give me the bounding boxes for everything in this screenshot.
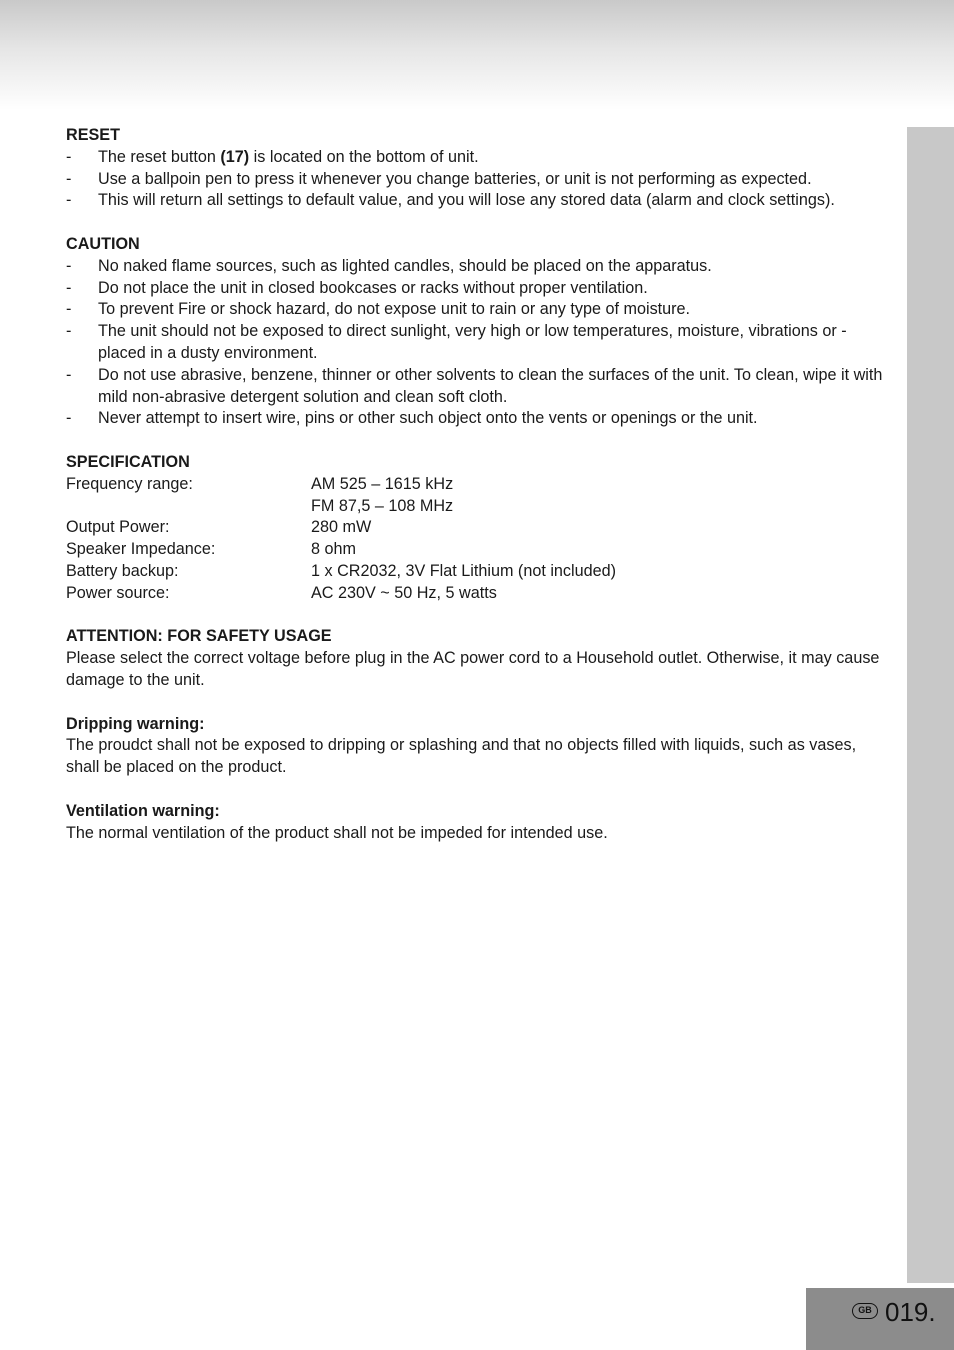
spec-label: Output Power: <box>66 518 170 537</box>
caution-title: CAUTION <box>66 234 140 253</box>
list-item: - No naked flame sources, such as lighted candles, should be placed on the apparatus. <box>66 256 712 275</box>
spec-row <box>66 474 886 496</box>
list-item: - Use a ballpoin pen to press it whenever you change batteries, or unit is not performing as expected. <box>66 169 812 188</box>
ventilation-title: Ventilation warning: <box>66 801 220 820</box>
spec-value: 8 ohm <box>311 540 356 559</box>
reset-title: RESET <box>66 126 120 144</box>
spec-value: AM 525 – 1615 kHz <box>311 474 454 493</box>
spec-value: 280 mW <box>311 518 372 537</box>
document-body <box>66 125 886 866</box>
dripping-title: Dripping warning: <box>66 714 205 733</box>
spec-label: Power source: <box>66 583 170 602</box>
caution-section <box>66 234 886 430</box>
list-item: - This will return all settings to default value, and you will lose any stored data (alarm and clock settings). <box>66 191 835 210</box>
ventilation-section <box>66 801 886 845</box>
attention-title: ATTENTION: FOR SAFETY USAGE <box>66 627 332 646</box>
spec-value: FM 87,5 – 108 MHz <box>311 496 454 515</box>
specification-section <box>66 452 886 605</box>
attention-section <box>66 626 886 691</box>
caution-list <box>66 256 886 430</box>
language-badge: GB <box>852 1303 878 1319</box>
spec-value: AC 230V ~ 50 Hz, 5 watts <box>311 583 497 602</box>
reference-number: (17) <box>220 147 250 166</box>
list-item: - The reset button (17) is located on the bottom of unit. <box>66 147 479 166</box>
spec-row <box>66 583 886 605</box>
attention-text: Please select the correct voltage before plug in the AC power cord to a Household outlet. Otherwise, it may cause damage to the unit. <box>66 649 880 689</box>
list-item: - Do not use abrasive, benzene, thinner or other solvents to clean the surfaces of the unit. To clean, wipe it with mild non-abrasive detergent solution and clean soft cloth. <box>66 365 883 406</box>
spec-row <box>66 561 886 583</box>
dripping-text: The proudct shall not be exposed to dripping or splashing and that no objects filled with liquids, such as vases, shall be placed on the product. <box>66 736 857 777</box>
side-bar <box>907 127 954 1283</box>
page-number: 019. <box>885 1297 936 1327</box>
spec-label: Speaker Impedance: <box>66 540 216 559</box>
dripping-section <box>66 714 886 779</box>
list-item: - The unit should not be exposed to direct sunlight, very high or low temperatures, moisture, vibrations or - placed in a dusty environment. <box>66 322 847 362</box>
list-item: - Do not place the unit in closed bookcases or racks without proper ventilation. <box>66 278 648 297</box>
spec-row <box>66 496 886 518</box>
spec-row <box>66 517 886 539</box>
reset-section <box>66 125 886 212</box>
ventilation-text: The normal ventilation of the product shall not be impeded for intended use. <box>66 823 608 842</box>
spec-label <box>66 496 311 518</box>
spec-label: Battery backup: <box>66 561 179 580</box>
spec-label: Frequency range: <box>66 474 193 493</box>
spec-value: 1 x CR2032, 3V Flat Lithium (not included) <box>311 561 617 580</box>
list-item: - Never attempt to insert wire, pins or other such object onto the vents or openings or the unit. <box>66 409 758 428</box>
list-item: - To prevent Fire or shock hazard, do not expose unit to rain or any type of moisture. <box>66 300 691 319</box>
header-gradient <box>0 0 954 110</box>
specification-title: SPECIFICATION <box>66 452 190 471</box>
spec-row <box>66 539 886 561</box>
reset-list <box>66 147 886 212</box>
